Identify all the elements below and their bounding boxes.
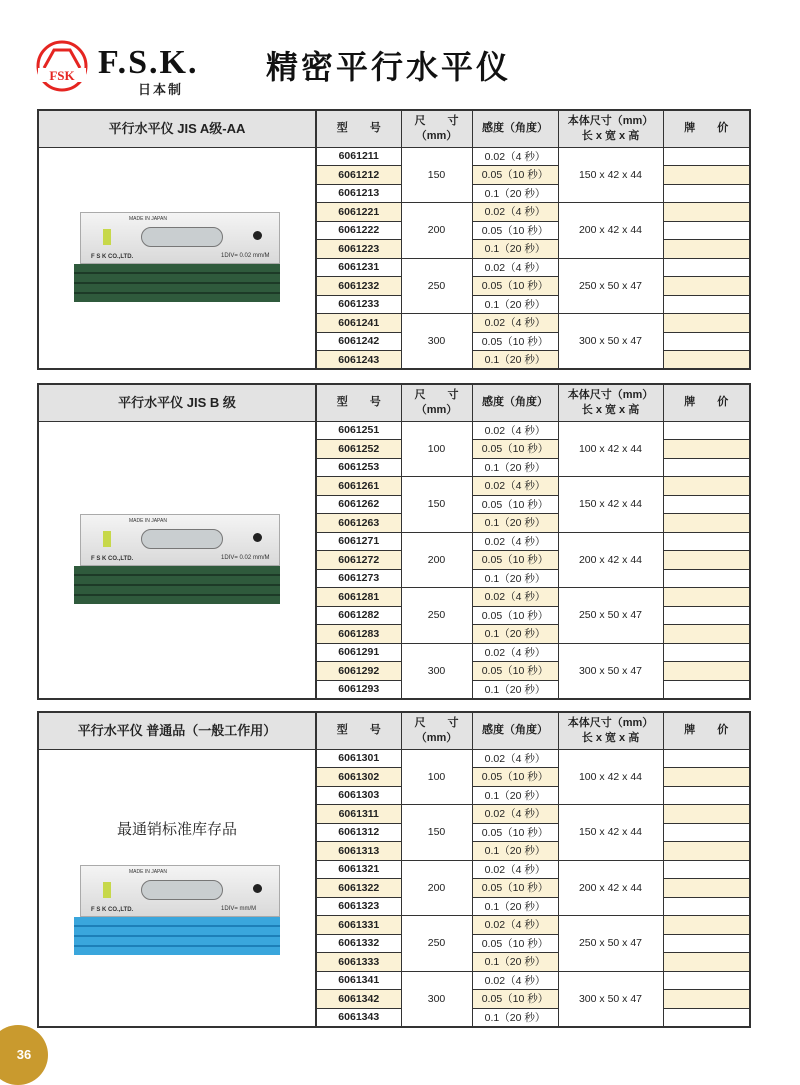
model-number: 6061291 (316, 643, 401, 662)
sensitivity-value: 0.1（20 秒） (472, 1008, 558, 1027)
sensitivity-value: 0.05（10 秒） (472, 495, 558, 514)
column-dimensions: 本体尺寸（mm） 长 x 宽 x 高 (558, 712, 663, 749)
price-value (663, 440, 750, 459)
column-size: 尺 寸 （mm） (401, 384, 472, 421)
model-number: 6061212 (316, 166, 401, 185)
size-value: 150 (401, 147, 472, 203)
price-value (663, 823, 750, 842)
label-maker: F S K CO.,LTD. (91, 253, 134, 260)
dimensions-value: 300 x 50 x 47 (558, 643, 663, 699)
model-number: 6061293 (316, 680, 401, 699)
price-value (663, 240, 750, 259)
price-value (663, 990, 750, 1009)
model-number: 6061223 (316, 240, 401, 259)
dimensions-value: 250 x 50 x 47 (558, 258, 663, 314)
dimensions-value: 250 x 50 x 47 (558, 588, 663, 644)
price-value (663, 147, 750, 166)
main-vial-window (141, 529, 223, 549)
main-vial-window (141, 227, 223, 247)
level-face (80, 212, 280, 264)
price-value (663, 332, 750, 351)
label-maker: F S K CO.,LTD. (91, 555, 134, 562)
column-sensitivity: 感度（角度） (472, 110, 558, 147)
dimensions-value: 200 x 42 x 44 (558, 532, 663, 588)
bubble-vial-icon (103, 229, 111, 245)
main-vial-window (141, 880, 223, 900)
adjust-screw-icon (253, 231, 262, 240)
model-number: 6061243 (316, 351, 401, 370)
price-value (663, 258, 750, 277)
sensitivity-value: 0.05（10 秒） (472, 440, 558, 459)
table-row (38, 147, 750, 166)
price-value (663, 971, 750, 990)
model-number: 6061282 (316, 606, 401, 625)
price-value (663, 551, 750, 570)
product-image-cell (38, 147, 316, 369)
price-value (663, 916, 750, 935)
price-value (663, 203, 750, 222)
sensitivity-value: 0.1（20 秒） (472, 458, 558, 477)
dimensions-value: 250 x 50 x 47 (558, 916, 663, 972)
level-product-image (74, 514, 280, 606)
sensitivity-value: 0.1（20 秒） (472, 295, 558, 314)
sensitivity-value: 0.05（10 秒） (472, 551, 558, 570)
model-number: 6061323 (316, 897, 401, 916)
price-value (663, 768, 750, 787)
model-number: 6061333 (316, 953, 401, 972)
sensitivity-value: 0.05（10 秒） (472, 823, 558, 842)
model-number: 6061222 (316, 221, 401, 240)
column-model: 型 号 (316, 384, 401, 421)
size-value: 200 (401, 532, 472, 588)
price-value (663, 606, 750, 625)
label-made-in: MADE IN JAPAN (129, 215, 167, 222)
sensitivity-value: 0.05（10 秒） (472, 606, 558, 625)
column-size: 尺 寸 （mm） (401, 712, 472, 749)
sensitivity-value: 0.02（4 秒） (472, 805, 558, 824)
size-value: 300 (401, 314, 472, 370)
column-model: 型 号 (316, 712, 401, 749)
page-title: 精密平行水平仪 (266, 49, 512, 85)
column-dimensions: 本体尺寸（mm） 长 x 宽 x 高 (558, 384, 663, 421)
model-number: 6061213 (316, 184, 401, 203)
price-value (663, 1008, 750, 1027)
model-number: 6061311 (316, 805, 401, 824)
sensitivity-value: 0.02（4 秒） (472, 314, 558, 333)
model-number: 6061241 (316, 314, 401, 333)
model-number: 6061302 (316, 768, 401, 787)
dimensions-value: 100 x 42 x 44 (558, 421, 663, 477)
label-made-in: MADE IN JAPAN (129, 517, 167, 524)
sensitivity-value: 0.05（10 秒） (472, 332, 558, 351)
size-value: 150 (401, 477, 472, 533)
size-value: 250 (401, 588, 472, 644)
model-number: 6061321 (316, 860, 401, 879)
brand-name: F.S.K. (98, 44, 199, 81)
price-value (663, 842, 750, 861)
price-value (663, 514, 750, 533)
sensitivity-value: 0.02（4 秒） (472, 477, 558, 496)
price-value (663, 277, 750, 296)
sensitivity-value: 0.02（4 秒） (472, 643, 558, 662)
dimensions-value: 200 x 42 x 44 (558, 203, 663, 259)
sensitivity-value: 0.02（4 秒） (472, 421, 558, 440)
level-base (74, 566, 280, 604)
model-number: 6061242 (316, 332, 401, 351)
model-number: 6061233 (316, 295, 401, 314)
size-value: 300 (401, 643, 472, 699)
size-value: 250 (401, 916, 472, 972)
sensitivity-value: 0.05（10 秒） (472, 879, 558, 898)
price-value (663, 749, 750, 768)
label-made-in: MADE IN JAPAN (129, 869, 167, 875)
model-number: 6061341 (316, 971, 401, 990)
column-dimensions: 本体尺寸（mm） 长 x 宽 x 高 (558, 110, 663, 147)
model-number: 6061322 (316, 879, 401, 898)
product-name: 平行水平仪 普通品（一般工作用） (38, 712, 316, 749)
model-number: 6061303 (316, 786, 401, 805)
label-maker: F S K CO.,LTD. (91, 907, 134, 913)
model-number: 6061232 (316, 277, 401, 296)
label-graduation: 1DIV= 0.02 mm/M (221, 252, 270, 259)
model-number: 6061231 (316, 258, 401, 277)
price-value (663, 221, 750, 240)
sensitivity-value: 0.1（20 秒） (472, 786, 558, 805)
model-number: 6061281 (316, 588, 401, 607)
price-value (663, 314, 750, 333)
price-value (663, 625, 750, 644)
price-value (663, 569, 750, 588)
model-number: 6061271 (316, 532, 401, 551)
sensitivity-value: 0.05（10 秒） (472, 768, 558, 787)
level-base (74, 917, 280, 955)
adjust-screw-icon (253, 884, 262, 893)
size-value: 200 (401, 860, 472, 916)
model-number: 6061272 (316, 551, 401, 570)
column-model: 型 号 (316, 110, 401, 147)
size-value: 250 (401, 258, 472, 314)
dimensions-value: 150 x 42 x 44 (558, 805, 663, 861)
dimensions-value: 150 x 42 x 44 (558, 477, 663, 533)
sensitivity-value: 0.1（20 秒） (472, 184, 558, 203)
price-value (663, 805, 750, 824)
model-number: 6061221 (316, 203, 401, 222)
sensitivity-value: 0.02（4 秒） (472, 532, 558, 551)
column-sensitivity: 感度（角度） (472, 712, 558, 749)
size-value: 200 (401, 203, 472, 259)
sensitivity-value: 0.02（4 秒） (472, 588, 558, 607)
column-size: 尺 寸 （mm） (401, 110, 472, 147)
price-value (663, 351, 750, 370)
product-image-cell (38, 421, 316, 699)
sensitivity-value: 0.02（4 秒） (472, 916, 558, 935)
sensitivity-value: 0.1（20 秒） (472, 897, 558, 916)
sensitivity-value: 0.05（10 秒） (472, 166, 558, 185)
price-value (663, 662, 750, 681)
sensitivity-value: 0.1（20 秒） (472, 569, 558, 588)
price-value (663, 495, 750, 514)
price-value (663, 934, 750, 953)
model-number: 6061261 (316, 477, 401, 496)
price-value (663, 680, 750, 699)
adjust-screw-icon (253, 533, 262, 542)
price-value (663, 643, 750, 662)
column-price: 牌 价 (663, 110, 750, 147)
price-value (663, 897, 750, 916)
column-price: 牌 价 (663, 384, 750, 421)
size-value: 300 (401, 971, 472, 1027)
sensitivity-value: 0.1（20 秒） (472, 625, 558, 644)
svg-text:FSK: FSK (49, 68, 75, 83)
table-header-row (38, 110, 750, 147)
level-face (80, 865, 280, 917)
price-value (663, 953, 750, 972)
label-graduation: 1DIV= mm/M (221, 906, 257, 912)
sensitivity-value: 0.05（10 秒） (472, 990, 558, 1009)
price-value (663, 184, 750, 203)
model-number: 6061283 (316, 625, 401, 644)
bubble-vial-icon (103, 531, 111, 547)
model-number: 6061301 (316, 749, 401, 768)
model-number: 6061332 (316, 934, 401, 953)
level-base (74, 264, 280, 302)
sensitivity-value: 0.05（10 秒） (472, 221, 558, 240)
model-number: 6061292 (316, 662, 401, 681)
sensitivity-value: 0.1（20 秒） (472, 514, 558, 533)
table-header-row (38, 712, 750, 749)
model-number: 6061253 (316, 458, 401, 477)
brand-subtitle: 日本制 (138, 82, 184, 97)
fsk-logo (36, 40, 88, 92)
price-value (663, 421, 750, 440)
price-value (663, 879, 750, 898)
spec-table (37, 711, 751, 1028)
sensitivity-value: 0.1（20 秒） (472, 240, 558, 259)
spec-table (37, 383, 751, 700)
sensitivity-value: 0.05（10 秒） (472, 662, 558, 681)
bubble-vial-icon (103, 882, 111, 898)
sensitivity-value: 0.05（10 秒） (472, 934, 558, 953)
price-value (663, 166, 750, 185)
product-name: 平行水平仪 JIS A级-AA (38, 110, 316, 147)
level-face (80, 514, 280, 566)
sensitivity-value: 0.1（20 秒） (472, 351, 558, 370)
price-value (663, 786, 750, 805)
size-value: 100 (401, 421, 472, 477)
level-product-image (74, 865, 280, 957)
dimensions-value: 100 x 42 x 44 (558, 749, 663, 805)
product-image-cell (38, 749, 316, 1027)
column-sensitivity: 感度（角度） (472, 384, 558, 421)
price-value (663, 532, 750, 551)
spec-table (37, 109, 751, 370)
size-value: 100 (401, 749, 472, 805)
page-number: 36 (0, 1025, 48, 1085)
model-number: 6061273 (316, 569, 401, 588)
table-row (38, 421, 750, 440)
sensitivity-value: 0.02（4 秒） (472, 971, 558, 990)
price-value (663, 477, 750, 496)
dimensions-value: 300 x 50 x 47 (558, 971, 663, 1027)
table-header-row (38, 384, 750, 421)
price-value (663, 860, 750, 879)
price-value (663, 458, 750, 477)
model-number: 6061252 (316, 440, 401, 459)
model-number: 6061312 (316, 823, 401, 842)
level-product-image (74, 212, 280, 304)
sensitivity-value: 0.02（4 秒） (472, 860, 558, 879)
sensitivity-value: 0.02（4 秒） (472, 749, 558, 768)
model-number: 6061211 (316, 147, 401, 166)
stock-note: 最通销标准库存品 (116, 821, 237, 838)
sensitivity-value: 0.02（4 秒） (472, 147, 558, 166)
price-value (663, 588, 750, 607)
size-value: 150 (401, 805, 472, 861)
sensitivity-value: 0.1（20 秒） (472, 953, 558, 972)
sensitivity-value: 0.1（20 秒） (472, 680, 558, 699)
table-row (38, 749, 750, 768)
model-number: 6061313 (316, 842, 401, 861)
sensitivity-value: 0.05（10 秒） (472, 277, 558, 296)
dimensions-value: 200 x 42 x 44 (558, 860, 663, 916)
dimensions-value: 150 x 42 x 44 (558, 147, 663, 203)
dimensions-value: 300 x 50 x 47 (558, 314, 663, 370)
model-number: 6061251 (316, 421, 401, 440)
model-number: 6061263 (316, 514, 401, 533)
column-price: 牌 价 (663, 712, 750, 749)
price-value (663, 295, 750, 314)
model-number: 6061342 (316, 990, 401, 1009)
model-number: 6061331 (316, 916, 401, 935)
sensitivity-value: 0.02（4 秒） (472, 203, 558, 222)
model-number: 6061262 (316, 495, 401, 514)
model-number: 6061343 (316, 1008, 401, 1027)
label-graduation: 1DIV= 0.02 mm/M (221, 554, 270, 561)
product-name: 平行水平仪 JIS B 级 (38, 384, 316, 421)
sensitivity-value: 0.02（4 秒） (472, 258, 558, 277)
sensitivity-value: 0.1（20 秒） (472, 842, 558, 861)
